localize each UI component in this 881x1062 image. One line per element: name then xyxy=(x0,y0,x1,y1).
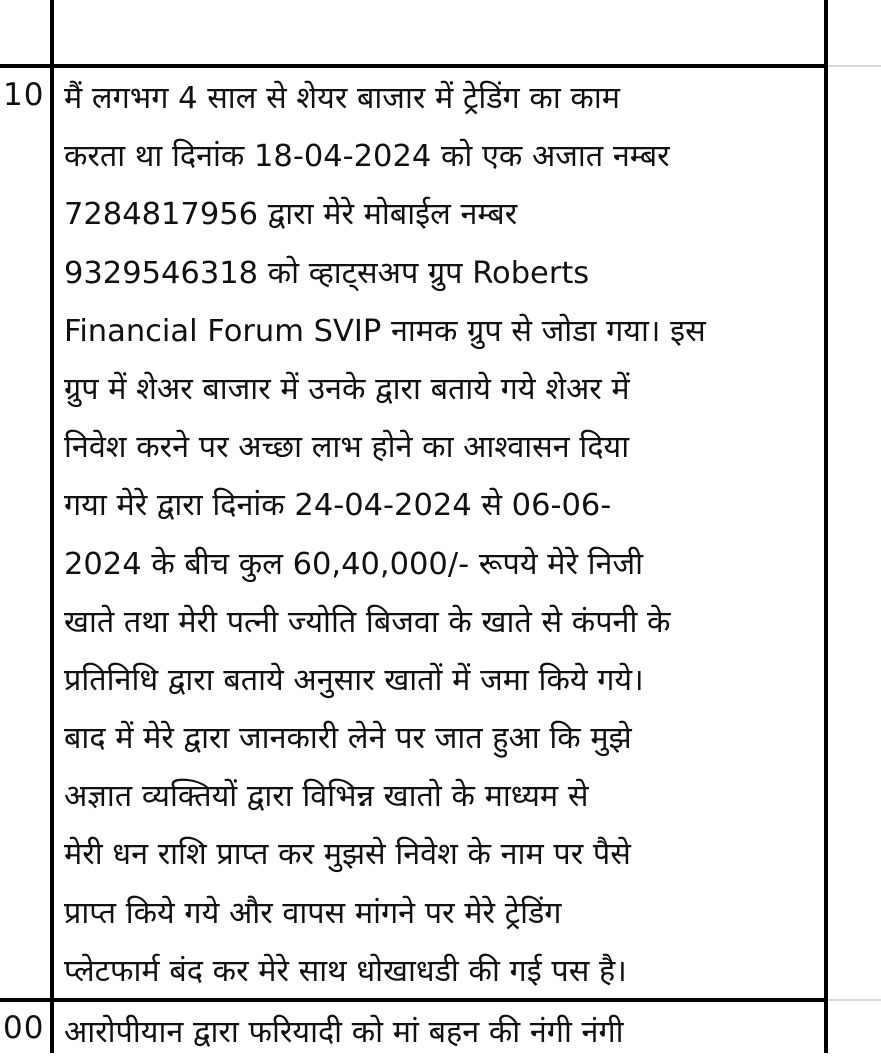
text-line: Financial Forum SVIP नामक ग्रुप से जोडा गया। इस xyxy=(64,313,706,349)
row-divider-top xyxy=(0,64,828,68)
row-number: 00 xyxy=(3,1010,45,1046)
text-line: मेरी धन राशि प्राप्त कर मुझसे निवेश के नाम पर पैसे xyxy=(64,837,631,873)
text-line: प्रतिनिधि द्वारा बताये अनुसार खातों में जमा किये गये। xyxy=(64,662,644,698)
text-line: 2024 के बीच कुल 60,40,000/- रूपये मेरे निजी xyxy=(64,546,643,582)
text-line: खाते तथा मेरी पत्नी ज्योति बिजवा के खाते से कंपनी के xyxy=(64,604,671,640)
text-line: प्राप्त किये गये और वापस मांगने पर मेरे ट्रेडिंग xyxy=(64,895,562,931)
text-line: निवेश करने पर अच्छा लाभ होने का आश्वासन दिया xyxy=(64,430,630,466)
text-line: ग्रुप में शेअर बाजार में उनके द्वारा बताये गये शेअर में xyxy=(64,371,630,407)
text-line: मैं लगभग 4 साल से शेयर बाजार में ट्रेडिंग का काम xyxy=(64,81,620,116)
row-divider-bottom-extension xyxy=(828,999,881,1001)
text-line: बाद में मेरे द्वारा जानकारी लेने पर जात हुआ कि मुझे xyxy=(64,721,632,757)
text-line: 7284817956 द्वारा मेरे मोबाईल नम्बर xyxy=(64,197,518,233)
complaint-text xyxy=(64,70,824,1001)
complaint-text xyxy=(64,1004,824,1062)
text-line: प्लेटफार्म बंद कर मेरे साथ धोखाधडी की गई पस है। xyxy=(64,953,627,989)
text-line: गया मेरे द्वारा दिनांक 24-04-2024 से 06-06- xyxy=(64,488,612,524)
table-right-border xyxy=(824,0,828,1053)
text-line: करता था दिनांक 18-04-2024 को एक अजात नम्बर xyxy=(64,139,670,175)
row-divider-top-extension xyxy=(828,65,881,67)
text-line: अज्ञात व्यक्तियों द्वारा विभिन्न खातो के माध्यम से xyxy=(64,779,589,815)
text-line: आरोपीयान द्वारा फरियादी को मां बहन की नंगी नंगी xyxy=(64,1015,624,1050)
text-line: 9329546318 को व्हाट्सअप ग्रुप Roberts xyxy=(64,255,590,291)
table-left-border xyxy=(50,0,54,1053)
row-number: 10 xyxy=(3,77,45,113)
